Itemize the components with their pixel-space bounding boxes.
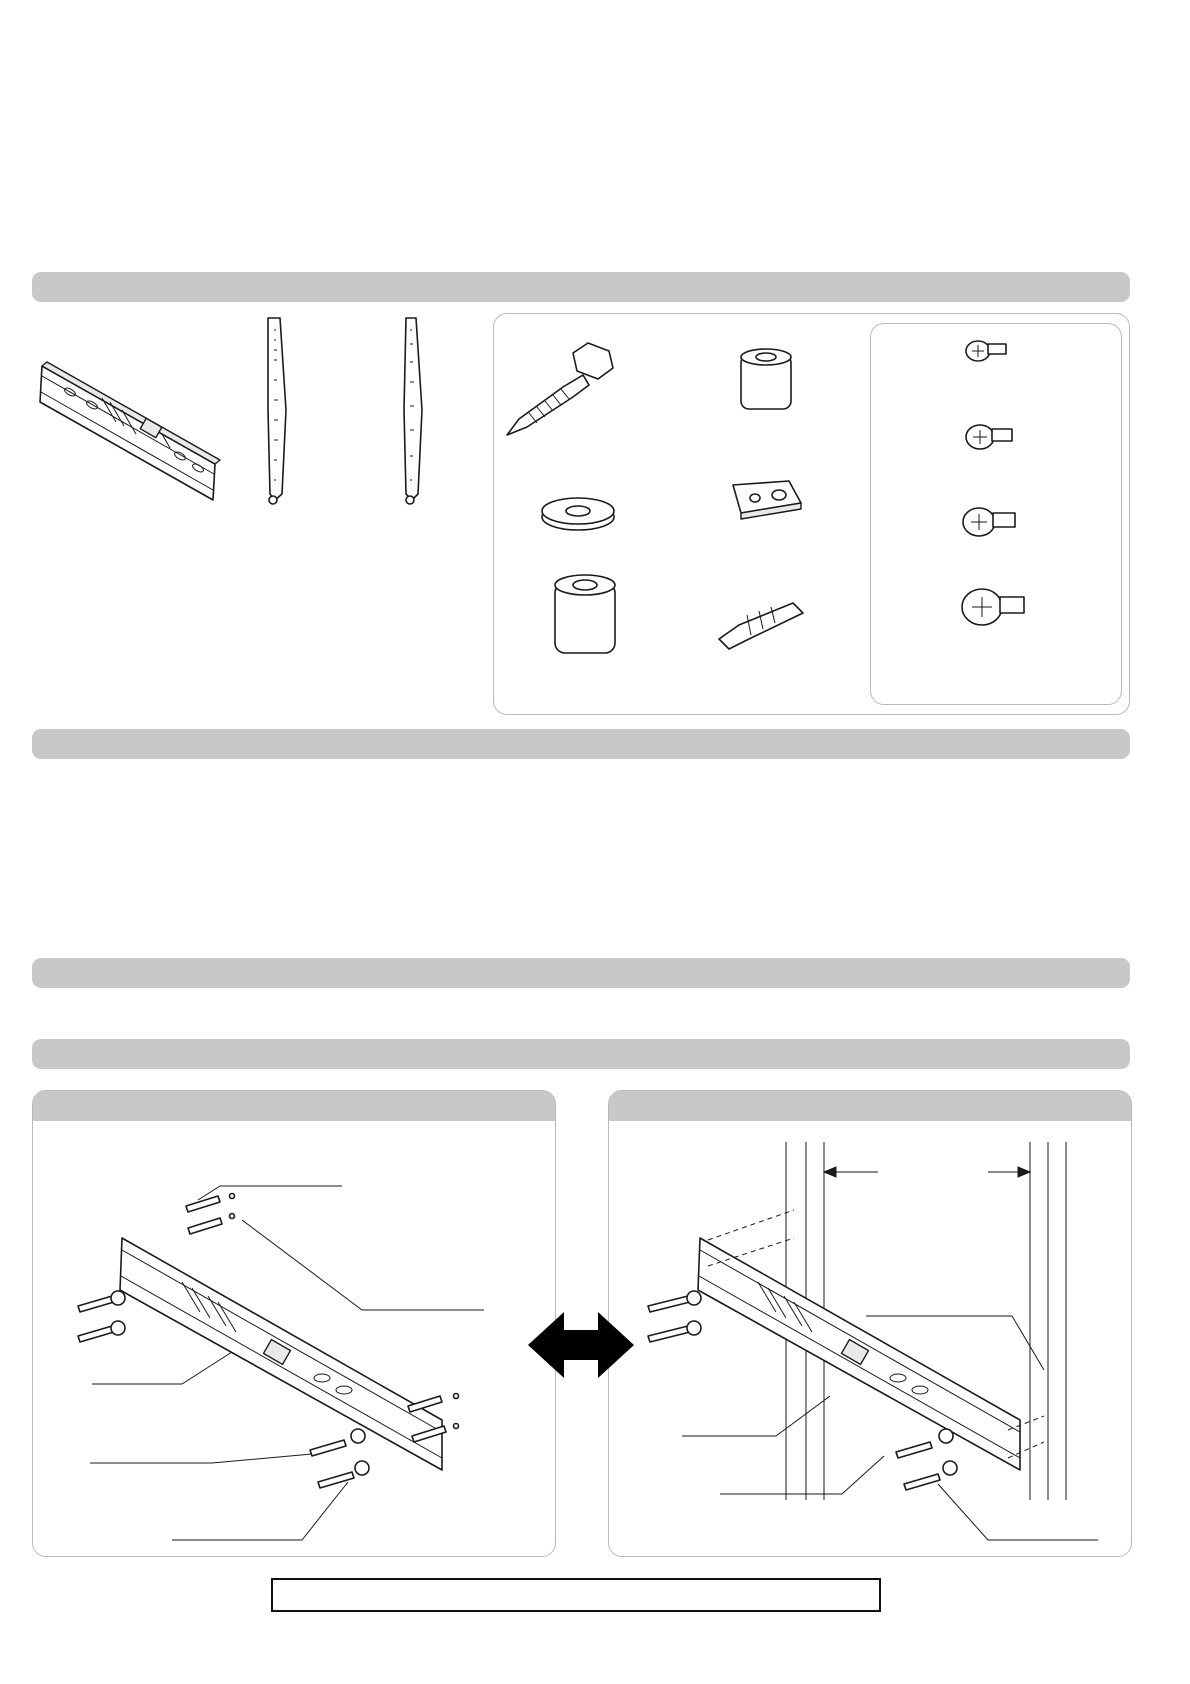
washer-drawing [542,498,614,530]
machine-screw-2-drawing [966,425,1012,449]
left-arm-drawing [268,318,286,504]
lag-bolt-drawing [507,343,613,435]
install-right-illustration [608,1090,1130,1555]
wall-plate-drawing [40,362,220,500]
wall-anchor-drawing [719,603,803,649]
machine-screw-3-drawing [963,508,1015,536]
spacer-long-drawing [555,575,615,653]
right-arm-drawing [404,318,422,504]
machine-screw-4-drawing [962,589,1024,625]
section-bar-4 [32,1039,1130,1069]
note-box [271,1578,881,1612]
spacer-short-drawing [741,349,791,409]
section-bar-3 [32,958,1130,988]
section-bar-parts [32,272,1130,302]
section-bar-2 [32,729,1130,759]
parts-main-illustration [30,310,470,520]
machine-screw-1-drawing [966,341,1006,361]
plate-washer-drawing [733,481,801,519]
install-left-illustration [32,1090,554,1555]
hardware-illustrations [493,313,1128,713]
